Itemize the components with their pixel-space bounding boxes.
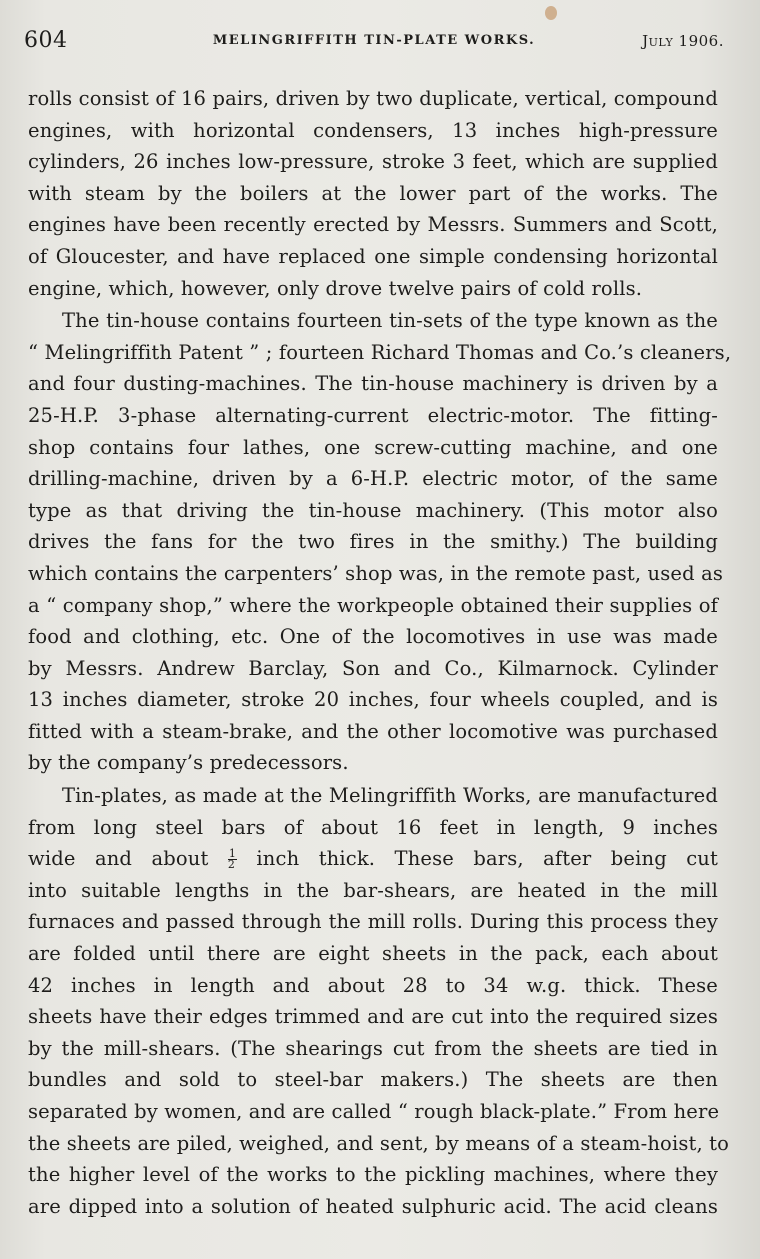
text-line: shop contains four lathes, one screw-cutting machine, and one <box>28 435 718 459</box>
text-line: 13 inches diameter, stroke 20 inches, four wheels coupled, and is <box>28 688 718 712</box>
text-line-with-fraction <box>28 843 718 875</box>
text-line: by the company’s predecessors. <box>28 751 349 775</box>
fraction-one-half <box>228 849 237 870</box>
fraction-denominator: 2 <box>227 858 236 872</box>
fraction-line-before: wide and about <box>28 847 209 871</box>
text-line: drives the fans for the two fires in the smithy.) The building <box>28 530 718 554</box>
paragraph-2 <box>28 305 732 779</box>
text-line: drilling-machine, driven by a 6-H.P. electric motor, of the same <box>28 467 718 491</box>
text-line: cylinders, 26 inches low-pressure, stroke 3 feet, which are supplied <box>28 150 718 174</box>
text-line: engines, with horizontal condensers, 13 inches high-pressure <box>28 118 718 142</box>
text-line: separated by women, and are called “ rough black-plate.” From here <box>28 1100 720 1123</box>
body-text <box>28 83 732 1222</box>
text-line: 25-H.P. 3-phase alternating-current electric-motor. The fitting- <box>28 403 718 427</box>
text-line: of Gloucester, and have replaced one simple condensing horizontal <box>28 244 718 268</box>
text-line: sheets have their edges trimmed and are cut into the required sizes <box>28 1005 718 1029</box>
paragraph-3 <box>28 780 730 1222</box>
running-title: MELINGRIFFITH TIN-PLATE WORKS. <box>212 33 536 48</box>
header-date <box>642 32 724 50</box>
paragraph-1 <box>28 83 718 304</box>
text-line: from long steel bars of about 16 feet in length, 9 inches <box>28 815 718 839</box>
fraction-numerator: 1 <box>228 847 237 861</box>
text-line: which contains the carpenters’ shop was, in the remote past, used as <box>28 561 724 585</box>
text-line: fitted with a steam-brake, and the other locomotive was purchased <box>28 719 718 743</box>
text-line: engines have been recently erected by Messrs. Summers and Scott, <box>28 213 718 237</box>
fraction-line-after: inch thick. These bars, after being cut <box>256 847 719 871</box>
text-line: with steam by the boilers at the lower part of the works. The <box>28 181 718 205</box>
paper-stain <box>545 6 557 20</box>
text-line: a “ company shop,” where the workpeople obtained their supplies of <box>28 593 718 617</box>
text-line: are dipped into a solution of heated sulphuric acid. The acid cleans <box>28 1194 718 1218</box>
text-line: furnaces and passed through the mill rolls. During this process they <box>28 910 718 934</box>
header-date-year: 1906. <box>678 32 724 50</box>
text-line: by Messrs. Andrew Barclay, Son and Co., Kilmarnock. Cylinder <box>28 656 718 680</box>
text-line: food and clothing, etc. One of the locomotives in use was made <box>28 625 718 649</box>
text-line: rolls consist of 16 pairs, driven by two duplicate, vertical, compound <box>28 87 718 110</box>
text-line: by the mill-shears. (The shearings cut from the sheets are tied in <box>28 1036 718 1060</box>
text-line: type as that driving the tin-house machinery. (This motor also <box>28 498 718 522</box>
text-line: engine, which, however, only drove twelve pairs of cold rolls. <box>28 276 643 300</box>
text-line: bundles and sold to steel-bar makers.) The sheets are then <box>28 1068 718 1092</box>
text-line: “ Melingriffith Patent ” ; fourteen Richard Thomas and Co.’s cleaners, <box>28 340 732 364</box>
page-number: 604 <box>24 28 68 53</box>
text-line: The tin-house contains fourteen tin-sets of the type known as the <box>62 309 718 333</box>
header-date-month: July <box>642 32 674 50</box>
page-header <box>24 28 724 58</box>
text-line: are folded until there are eight sheets in the pack, each about <box>28 942 718 966</box>
text-line: and four dusting-machines. The tin-house machinery is driven by a <box>28 372 718 396</box>
text-line: 42 inches in length and about 28 to 34 w.g. thick. These <box>28 973 718 997</box>
text-line: Tin-plates, as made at the Melingriffith Works, are manufactured <box>62 784 718 808</box>
text-line: into suitable lengths in the bar-shears, are heated in the mill <box>28 878 718 902</box>
text-line: the higher level of the works to the pickling machines, where they <box>28 1163 718 1187</box>
text-line: the sheets are piled, weighed, and sent, by means of a steam-hoist, to <box>28 1131 730 1155</box>
